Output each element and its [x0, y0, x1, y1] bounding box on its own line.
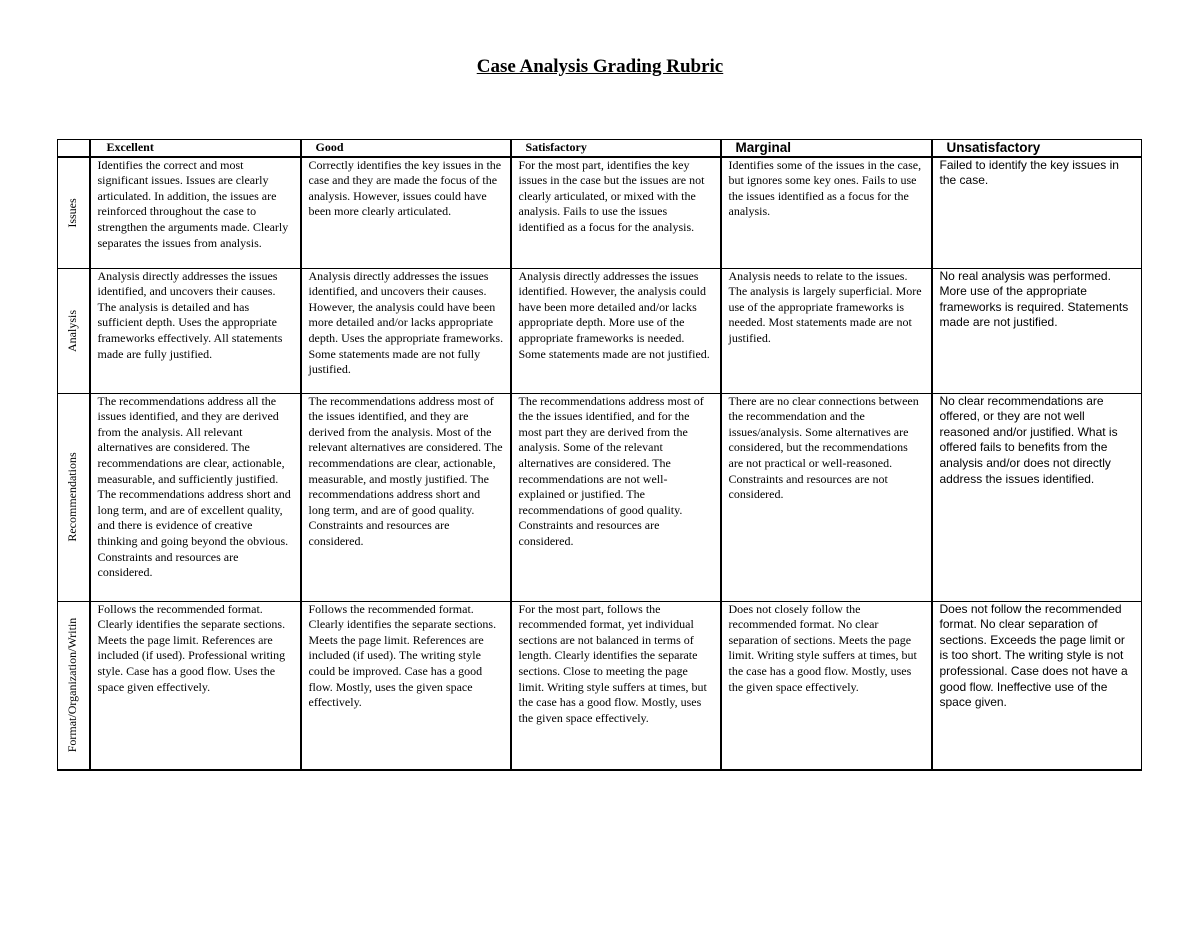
rubric-cell: No real analysis was performed. More use of the appropriate frameworks is required. Statements made are not justified. [932, 268, 1142, 393]
rubric-cell: Failed to identify the key issues in the case. [932, 157, 1142, 269]
row-label: Recommendations [65, 452, 80, 542]
rubric-cell: Analysis needs to relate to the issues. The analysis is largely superficial. More use of the appropriate frameworks is needed. Most statements made are not justified. [721, 268, 932, 393]
rubric-cell: For the most part, identifies the key issues in the case but the issues are not clearly articulated, or mixed with the analysis. Fails to use the issues identified as a focus for the analysis. [511, 157, 721, 269]
table-row [58, 268, 1142, 393]
rubric-cell: Analysis directly addresses the issues identified. However, the analysis could have been more detailed and/or lacks appropriate depth. More use of the appropriate frameworks is needed. Some statements made are not justified. [511, 268, 721, 393]
column-header-good: Good [301, 140, 511, 157]
rubric-cell: The recommendations address most of the the issues identified, and for the most part they are derived from the analysis. Some of the relevant alternatives are considered. The recommendations are not well-explained or justified. The recommendations of good quality. Constraints and resources are considered. [511, 393, 721, 601]
corner-cell [58, 140, 90, 157]
row-header-issues [58, 157, 90, 269]
rubric-cell: Follows the recommended format. Clearly identifies the separate sections. Meets the page limit. References are included (if used). Professional writing style. Case has a good flow. Uses the space given effectively. [90, 601, 301, 770]
row-label: Issues [65, 197, 80, 228]
rubric-cell: There are no clear connections between the recommendation and the issues/analysis. Some alternatives are considered, but the recommendations are not practical or well-reasoned. Constraints and resources are not considered. [721, 393, 932, 601]
table-row [58, 601, 1142, 770]
column-header-excellent: Excellent [90, 140, 301, 157]
row-header-recommendations [58, 393, 90, 601]
rubric-cell: Identifies the correct and most significant issues. Issues are clearly articulated. In addition, the issues are reinforced throughout the case to strengthen the arguments made. Clearly separates the issues from analysis. [90, 157, 301, 269]
rubric-table [57, 139, 1142, 771]
rubric-cell: The recommendations address most of the issues identified, and they are derived from the analysis. Most of the relevant alternatives are considered. The recommendations are clear, actionable, measurable, and mostly justified. The recommendations address short and long term, and are of good quality. Constraints and resources are considered. [301, 393, 511, 601]
column-header-satisfactory: Satisfactory [511, 140, 721, 157]
rubric-cell: The recommendations address all the issues identified, and they are derived from the analysis. All relevant alternatives are considered. The recommendations are clear, actionable, measurable, and sufficiently justified. The recommendations address short and long term, and are of excellent quality, and there is evidence of creative thinking and going beyond the obvious. Constraints and resources are considered. [90, 393, 301, 601]
table-row [58, 393, 1142, 601]
rubric-cell: Does not closely follow the recommended format. No clear separation of sections. Meets the page limit. Writing style suffers at times, but the case has a good flow. Mostly, uses the given space effectively. [721, 601, 932, 770]
rubric-cell: Analysis directly addresses the issues identified, and uncovers their causes. However, the analysis could have been more detailed and/or lacks appropriate depth. Uses the appropriate frameworks. Some statements made are not fully justified. [301, 268, 511, 393]
row-label: Format/Organization/Writin [65, 617, 80, 753]
page-title: Case Analysis Grading Rubric [476, 56, 724, 77]
rubric-cell: No clear recommendations are offered, or they are not well reasoned and/or justified. What is offered fails to benefits from the analysis and/or does not directly address the issues identified. [932, 393, 1142, 601]
row-header-analysis [58, 268, 90, 393]
rubric-cell: Correctly identifies the key issues in the case and they are made the focus of the analysis. However, issues could have been more clearly articulated. [301, 157, 511, 269]
rubric-cell: Analysis directly addresses the issues identified, and uncovers their causes. The analysis is detailed and has sufficient depth. Uses the appropriate frameworks effectively. All statements made are fully justified. [90, 268, 301, 393]
column-header-unsatisfactory: Unsatisfactory [932, 140, 1142, 157]
rubric-cell: For the most part, follows the recommended format, yet individual sections are not balanced in terms of length. Clearly identifies the separate sections. Close to meeting the page limit. Writing style suffers at times, but the case has a good flow. Mostly, uses the given space effectively. [511, 601, 721, 770]
header-row [58, 140, 1142, 157]
row-label: Analysis [65, 309, 80, 352]
table-row [58, 157, 1142, 269]
rubric-cell: Follows the recommended format. Clearly identifies the separate sections. Meets the page limit. References are included (if used). The writing style could be improved. Case has a good flow. Mostly, uses the given space effectively. [301, 601, 511, 770]
rubric-cell: Does not follow the recommended format. No clear separation of sections. Exceeds the page limit or is too short. The writing style is not professional. Case does not have a good flow. Ineffective use of the space given. [932, 601, 1142, 770]
rubric-cell: Identifies some of the issues in the case, but ignores some key ones. Fails to use the issues identified as a focus for the analysis. [721, 157, 932, 269]
column-header-marginal: Marginal [721, 140, 932, 157]
row-header-format [58, 601, 90, 770]
